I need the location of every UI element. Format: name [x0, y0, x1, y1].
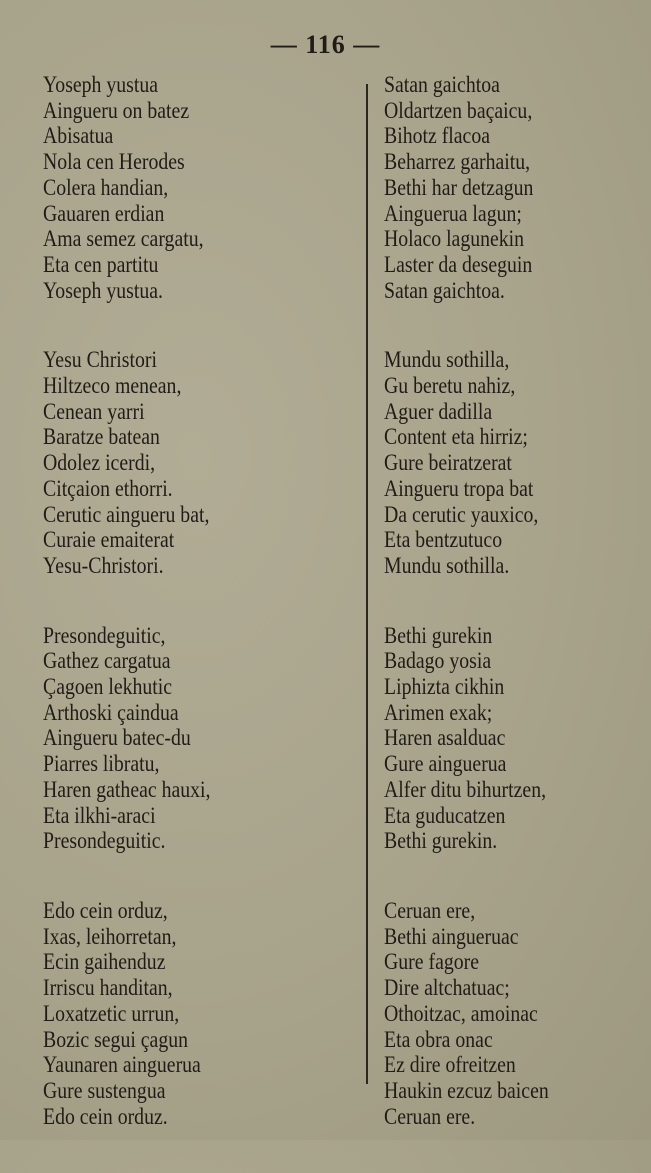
verse-line: Irriscu handitan,	[43, 975, 173, 1001]
verse-line: Ainguerua lagun;	[384, 200, 522, 226]
verse-line: Presondeguitic,	[43, 622, 166, 648]
verse-line: Yoseph yustua	[43, 72, 159, 97]
verse-line: Dire altchatuac;	[384, 975, 510, 1001]
column-divider	[366, 84, 368, 1084]
verse-line: Citçaion ethorri.	[43, 475, 173, 501]
verse-line: Aingueru tropa bat	[384, 475, 534, 501]
verse-line: Aingueru on batez	[43, 97, 190, 123]
verse-line: Edo cein orduz,	[43, 897, 168, 923]
verse-line: Yesu-Christori.	[43, 552, 164, 578]
verse-line: Loxatzetic urrun,	[43, 1000, 180, 1026]
verse-line: Cenean yarri	[43, 398, 145, 424]
stanza	[384, 72, 646, 303]
verse-line: Othoitzac, amoinac	[384, 1000, 538, 1026]
stanza	[43, 347, 343, 578]
verse-line: Gu beretu nahiz,	[384, 373, 516, 399]
stanza	[43, 72, 343, 303]
left-column	[43, 72, 343, 1173]
verse-line: Cerutic aingueru bat,	[43, 501, 210, 527]
verse-line: Nola cen Herodes	[43, 149, 185, 175]
verse-line: Yoseph yustua.	[43, 277, 163, 303]
verse-line: Badago yosia	[384, 648, 492, 674]
verse-line: Baratze batean	[43, 424, 160, 450]
verse-line: Alfer ditu bihurtzen,	[384, 776, 547, 802]
stanza	[43, 898, 343, 1129]
verse-line: Gure sustengua	[43, 1077, 166, 1103]
verse-line: Eta obra onac	[384, 1026, 493, 1052]
page-number: — 116 —	[270, 30, 381, 59]
verse-line: Ceruan ere.	[384, 1103, 476, 1129]
verse-line: Bethi gurekin.	[384, 828, 498, 854]
verse-line: Haren asalduac	[384, 725, 506, 751]
verse-line: Mundu sothilla.	[384, 552, 510, 578]
verse-line: Aguer dadilla	[384, 398, 493, 424]
verse-line: Bethi gurekin	[384, 622, 493, 648]
verse-line: Oldartzen baçaicu,	[384, 97, 533, 123]
verse-line: Abisatua	[43, 123, 114, 149]
verse-line: Arthoski çaindua	[43, 699, 179, 725]
verse-line: Gure ainguerua	[384, 751, 507, 777]
right-column	[384, 72, 646, 1173]
verse-line: Satan gaichtoa	[384, 72, 500, 97]
verse-line: Presondeguitic.	[43, 828, 166, 854]
verse-line: Satan gaichtoa.	[384, 277, 505, 303]
verse-line: Haren gatheac hauxi,	[43, 776, 211, 802]
verse-line: Bethi har detzagun	[384, 174, 534, 200]
stanza	[43, 623, 343, 854]
verse-line: Ama semez cargatu,	[43, 226, 204, 252]
verse-line: Çagoen lekhutic	[43, 674, 173, 700]
verse-line: Ceruan ere,	[384, 897, 476, 923]
stanza	[384, 898, 646, 1129]
verse-line: Eta guducatzen	[384, 802, 506, 828]
verse-line: Beharrez garhaitu,	[384, 149, 531, 175]
verse-line: Eta ilkhi-araci	[43, 802, 156, 828]
verse-line: Arimen exak;	[384, 699, 493, 725]
verse-line: Piarres libratu,	[43, 751, 160, 777]
verse-line: Bethi aingueruac	[384, 923, 519, 949]
verse-line: Liphizta cikhin	[384, 674, 505, 700]
verse-line: Ez dire ofreitzen	[384, 1052, 516, 1078]
verse-line: Laster da deseguin	[384, 251, 533, 277]
verse-line: Gure fagore	[384, 949, 480, 975]
verse-line: Gauaren erdian	[43, 200, 165, 226]
stanza	[384, 347, 646, 578]
stanza	[384, 623, 646, 854]
verse-line: Odolez icerdi,	[43, 450, 156, 476]
verse-line: Ixas, leihorretan,	[43, 923, 177, 949]
verse-line: Bozic segui çagun	[43, 1026, 189, 1052]
verse-line: Gathez cargatua	[43, 648, 171, 674]
verse-line: Yaunaren ainguerua	[43, 1052, 201, 1078]
verse-line: Aingueru batec-du	[43, 725, 191, 751]
verse-line: Content eta hirriz;	[384, 424, 528, 450]
verse-line: Bihotz flacoa	[384, 123, 491, 149]
verse-line: Mundu sothilla,	[384, 347, 510, 373]
verse-line: Hiltzeco menean,	[43, 373, 182, 399]
verse-line: Eta bentzutuco	[384, 527, 503, 553]
verse-line: Holaco lagunekin	[384, 226, 525, 252]
verse-line: Edo cein orduz.	[43, 1103, 168, 1129]
verse-line: Da cerutic yauxico,	[384, 501, 539, 527]
verse-line: Haukin ezcuz baicen	[384, 1077, 549, 1103]
verse-line: Ecin gaihenduz	[43, 949, 166, 975]
verse-line: Gure beiratzerat	[384, 450, 512, 476]
verse-line: Colera handian,	[43, 174, 169, 200]
verse-line: Eta cen partitu	[43, 251, 159, 277]
verse-line: Yesu Christori	[43, 347, 157, 373]
verse-line: Curaie emaiterat	[43, 527, 175, 553]
